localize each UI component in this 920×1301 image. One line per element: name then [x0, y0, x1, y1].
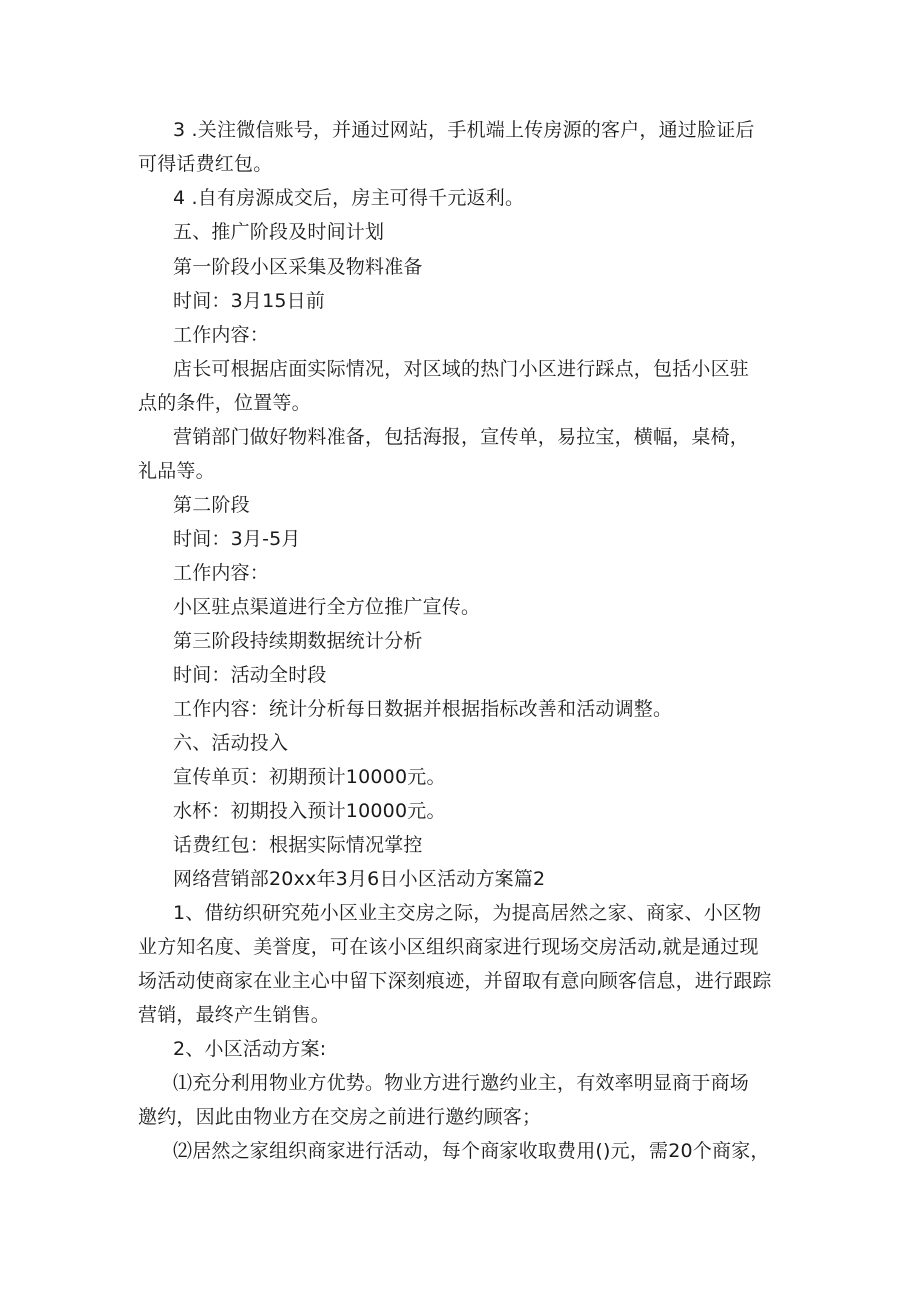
paragraph-line: 宣传单页：初期预计10000元。: [173, 766, 446, 788]
stage-heading: 第二阶段: [173, 494, 250, 516]
paragraph-line: 水杯：初期投入预计10000元。: [173, 800, 446, 822]
paragraph-line: 场活动使商家在业主心中留下深刻痕迹，并留取有意向顾客信息，进行跟踪: [138, 970, 772, 992]
paragraph-line: 营销部门做好物料准备，包括海报，宣传单，易拉宝，横幅，桌椅，: [173, 426, 750, 448]
paragraph-line: ⑵居然之家组织商家进行活动，每个商家收取费用()元，需20个商家，: [173, 1140, 770, 1162]
paragraph-line: 可得话费红包。: [138, 153, 273, 175]
paragraph-line: 店长可根据店面实际情况，对区域的热门小区进行踩点，包括小区驻: [173, 358, 750, 380]
paragraph-line: 4 .自有房源成交后，房主可得千元返利。: [173, 187, 525, 209]
section-heading: 六、活动投入: [173, 732, 289, 754]
paragraph-line: 2、小区活动方案:: [173, 1038, 327, 1060]
paragraph-line: 工作内容：: [173, 324, 270, 346]
paragraph-line: 礼品等。: [138, 460, 215, 482]
paragraph-line: 营销，最终产生销售。: [138, 1004, 331, 1026]
paragraph-line: 小区驻点渠道进行全方位推广宣传。: [173, 596, 481, 618]
stage-heading: 第一阶段小区采集及物料准备: [173, 256, 423, 278]
paragraph-line: 3 .关注微信账号，并通过网站，手机端上传房源的客户，通过脸证后: [173, 119, 755, 141]
stage-heading: 第三阶段持续期数据统计分析: [173, 630, 423, 652]
paragraph-line: 邀约，因此由物业方在交房之前进行邀约顾客；: [138, 1106, 542, 1128]
paragraph-line: 工作内容：统计分析每日数据并根据指标改善和活动调整。: [173, 698, 673, 720]
paragraph-line: 时间：3月-5月: [173, 528, 301, 550]
section-heading: 五、推广阶段及时间计划: [173, 221, 385, 243]
paragraph-line: 业方知名度、美誉度，可在该小区组织商家进行现场交房活动,就是通过现: [138, 936, 759, 958]
article-title: 网络营销部20xx年3月6日小区活动方案篇2: [173, 868, 546, 890]
paragraph-line: ⑴充分利用物业方优势。物业方进行邀约业主，有效率明显商于商场: [173, 1072, 750, 1094]
paragraph-line: 话费红包：根据实际情况掌控: [173, 834, 423, 856]
paragraph-line: 1、借纺织研究苑小区业主交房之际，为提高居然之家、商家、小区物: [173, 902, 762, 924]
paragraph-line: 工作内容：: [173, 562, 270, 584]
paragraph-line: 时间：活动全时段: [173, 664, 327, 686]
paragraph-line: 时间：3月15日前: [173, 290, 326, 312]
paragraph-line: 点的条件，位置等。: [138, 392, 311, 414]
